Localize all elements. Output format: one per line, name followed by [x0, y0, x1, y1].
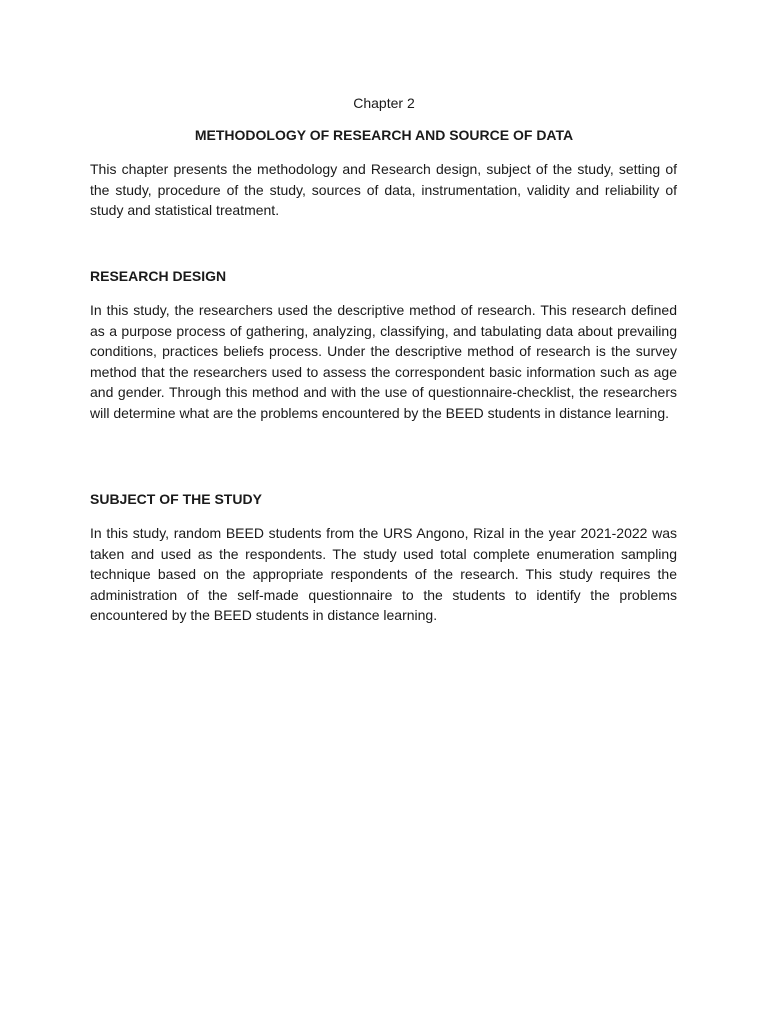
section-paragraph-research-design: In this study, the researchers used the descriptive method of research. This research defined as a purpose process of gathering, analyzing, classifying, and tabulating data about prevailing conditions, practices beliefs process. Under the descriptive method of research is the survey method that the researchers used to assess the correspondent basic information such as age and gender. Through this method and with the use of questionnaire-checklist, the researchers will determine what are the problems encountered by the BEED students in distance learning. — [90, 302, 677, 421]
section-heading-subject-of-study: SUBJECT OF THE STUDY — [90, 491, 262, 507]
intro-paragraph: This chapter presents the methodology and Research design, subject of the study, setting of the study, procedure of the study, sources of data, instrumentation, validity and reliability of study and statistical treatment. — [90, 161, 677, 219]
section-heading-research-design: RESEARCH DESIGN — [90, 268, 227, 284]
chapter-label: Chapter 2 — [353, 95, 415, 111]
chapter-title: METHODOLOGY OF RESEARCH AND SOURCE OF DATA — [194, 127, 574, 143]
section-paragraph-subject-of-study: In this study, random BEED students from the URS Angono, Rizal in the year 2021-2022 was taken and used as the respondents. The study used total complete enumeration sampling technique based on the appropriate respondents of the research. This study requires the administration of the self-made questionnaire to the students to identify the problems encountered by the BEED students in distance learning. — [90, 525, 677, 624]
